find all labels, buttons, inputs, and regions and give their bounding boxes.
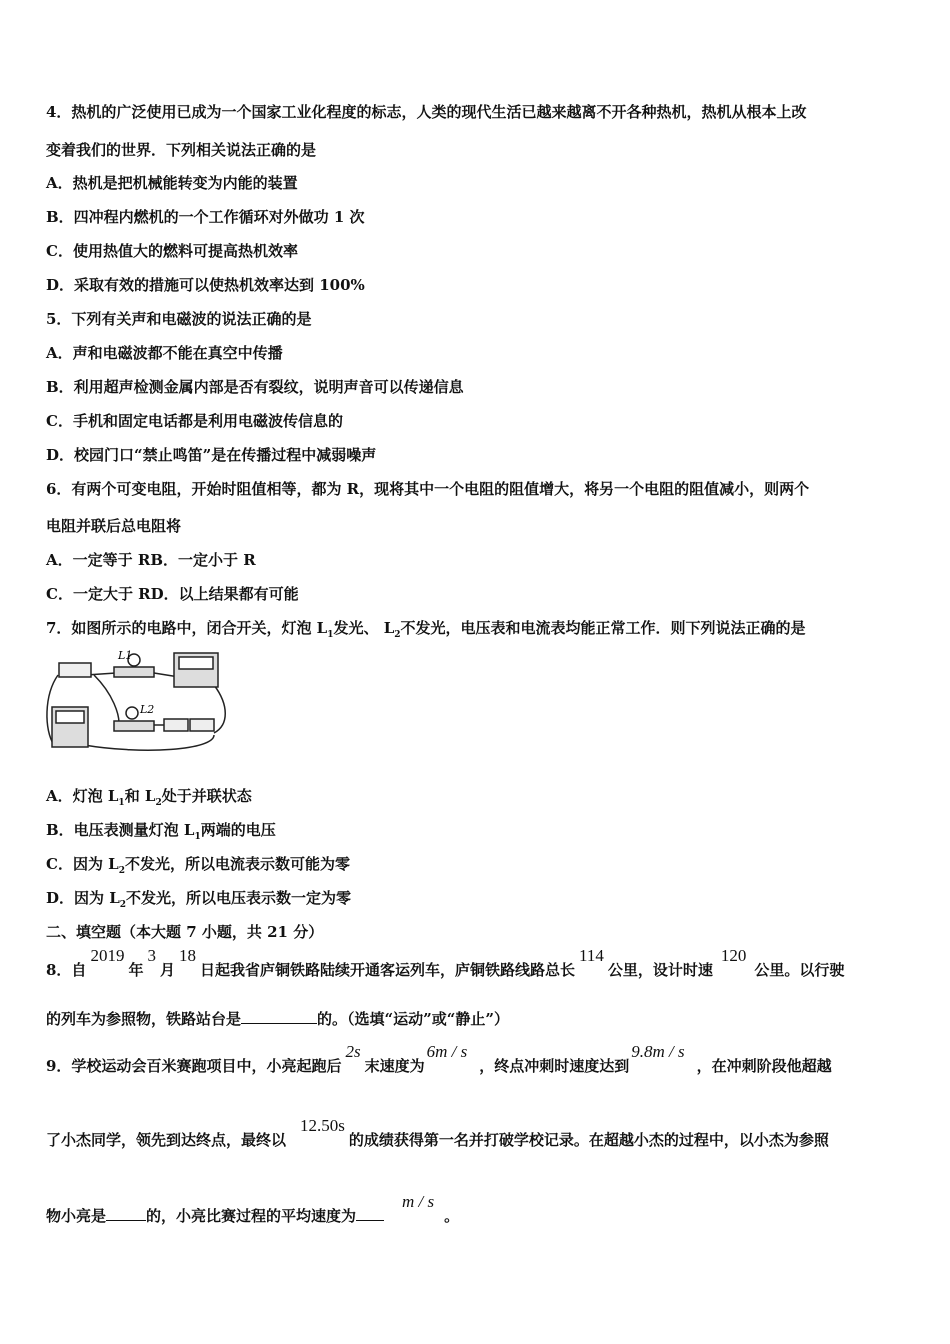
q9-line3: 物小亮是 的，小亮比赛过程的平均速度为m / s。: [46, 1192, 460, 1225]
q8-line1: 8．自2019年3月18日起我省庐铜铁路陆续开通客运列车，庐铜铁路线路总长114公里，设计时速120公里。以行驶: [46, 946, 845, 979]
q4-option-c: C．使用热值大的燃料可提高热机效率: [46, 242, 298, 260]
q9-line1: 9．学校运动会百米赛跑项目中，小亮起跑后2s末速度为6m / s，终点冲刺时速度达到9.8m / s，在冲刺阶段他超越: [46, 1042, 832, 1075]
q6-options-ab: A．一定等于 RB．一定小于 R: [46, 551, 256, 569]
q4-stem-line2: 变着我们的世界．下列相关说法正确的是: [46, 141, 317, 159]
q8-line2: 的列车为参照物，铁路站台是 的。（选填“运动”或“静止”）: [46, 1010, 510, 1028]
q5-stem: 5．下列有关声和电磁波的说法正确的是: [46, 310, 312, 328]
q4-option-b: B．四冲程内燃机的一个工作循环对外做功 1 次: [46, 208, 365, 226]
q4-stem-line1: 4．热机的广泛使用已成为一个国家工业化程度的标志，人类的现代生活已越来越离不开各种热机，热机从根本上改: [46, 103, 807, 121]
q5-option-c: C．手机和固定电话都是利用电磁波传信息的: [46, 412, 343, 430]
q4-option-d: D．采取有效的措施可以使热机效率达到 100%: [46, 276, 365, 294]
q9-answer-blank-1[interactable]: [106, 1206, 146, 1221]
q9-line2: 了小杰同学，领先到达终点，最终以12.50s的成绩获得第一名并打破学校记录。在超越小杰的过程中，以小杰为参照: [46, 1116, 829, 1149]
section-heading: 二、填空题（本大题 7 小题，共 21 分）: [46, 923, 324, 941]
q6-stem-line1: 6．有两个可变电阻，开始时阻值相等，都为 R，现将其中一个电阻的阻值增大，将另一个电阻的阻值减小，则两个: [46, 480, 810, 498]
q4-option-a: A．热机是把机械能转变为内能的装置: [46, 174, 298, 192]
q9-answer-blank-2[interactable]: [356, 1206, 384, 1221]
q7-option-b: B．电压表测量灯泡 $L_1$两端的电压: [46, 821, 276, 842]
figure-label-l2: L2: [140, 703, 155, 716]
q6-options-cd: C．一定大于 RD．以上结果都有可能: [46, 585, 299, 603]
q8-answer-blank[interactable]: [241, 1009, 317, 1024]
figure-label-l1: L1: [118, 649, 133, 662]
q7-stem: 7．如图所示的电路中，闭合开关，灯泡 $L_1$发光、 $L_2$不发光，电压表和电流表均能正常工作．则下列说法正确的是: [46, 619, 806, 640]
q7-option-c: C．因为 $L_2$不发光，所以电流表示数可能为零: [46, 855, 350, 876]
q6-stem-line2: 电阻并联后总电阻将: [46, 517, 182, 535]
circuit-diagram: [44, 645, 229, 757]
q5-option-a: A．声和电磁波都不能在真空中传播: [46, 344, 283, 362]
q5-option-d: D．校园门口“禁止鸣笛”是在传播过程中减弱噪声: [46, 446, 377, 464]
q7-option-a: A．灯泡 $L_1$和 $L_2$处于并联状态: [46, 787, 252, 808]
q5-option-b: B．利用超声检测金属内部是否有裂纹，说明声音可以传递信息: [46, 378, 464, 396]
q7-option-d: D．因为 $L_2$不发光，所以电压表示数一定为零: [46, 889, 352, 910]
